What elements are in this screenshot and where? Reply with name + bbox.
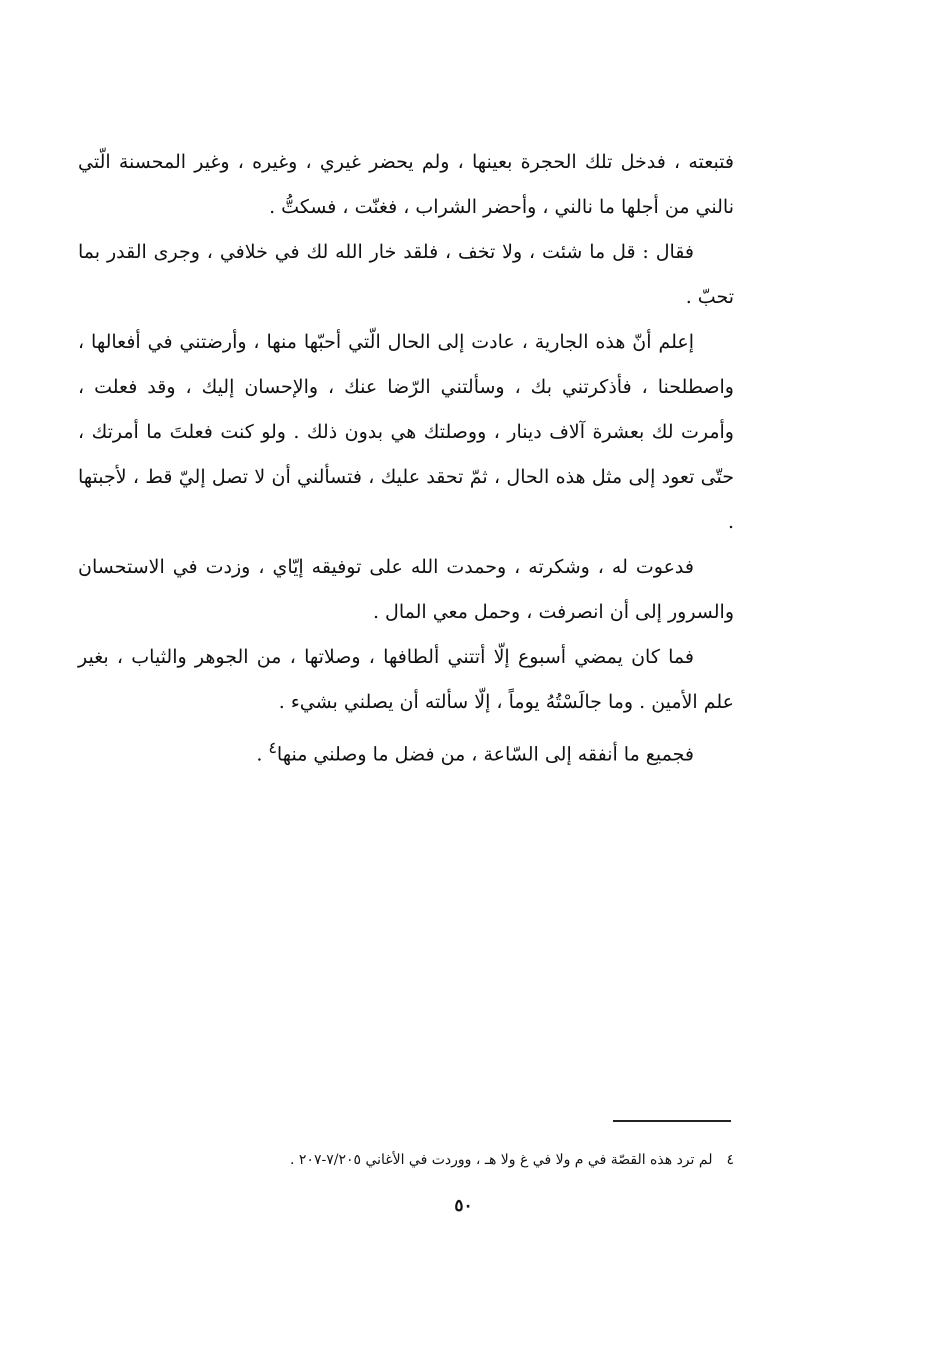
- footnote: [200, 1150, 734, 1170]
- page-number: ٥٠: [454, 1196, 473, 1216]
- paragraph-text: فجميع ما أنفقه إلى السّاعة ، من فضل ما وصلني منها: [276, 743, 694, 766]
- paragraph: فدعوت له ، وشكرته ، وحمدت الله على توفيقه إيّاي ، وزدت في الاستحسان والسرور إلى أن انصرفت ، وحمل معي المال .: [78, 556, 734, 623]
- paragraph: إعلم أنّ هذه الجارية ، عادت إلى الحال الّتي أحبّها منها ، وأرضتني في أفعالها ، واصطلحنا ، فأذكرتني بك ، وسألتني الرّضا عنك ، والإحسان إليك ، وقد فعلت ، وأمرت لك بعشرة آلاف دينار ، ووصلتك هي بدون ذلك . ولو كنت فعلتَ ما أمرتك ، حتّى تعود إلى مثل هذه الحال ، ثمّ تحقد عليك ، فتسألني أن لا تصل إليّ قط ، لأجبتها .: [78, 331, 734, 533]
- final-period: .: [256, 743, 269, 766]
- footnote-reference: ٤: [268, 738, 277, 757]
- paragraph-last: [78, 725, 734, 777]
- footnote-text: لم ترد هذه القصّة في م ولا في غ ولا هـ ، ووردت في الأغاني ٧/٢٠٥-٢٠٧ .: [290, 1152, 713, 1168]
- paragraph: فتبعته ، فدخل تلك الحجرة بعينها ، ولم يحضر غيري ، وغيره ، وغير المحسنة الّتي نالني من أجلها ما نالني ، وأحضر الشراب ، فغنّت ، فسكتُّ .: [78, 151, 734, 218]
- footnote-number: ٤: [726, 1152, 734, 1168]
- footnote-divider: [613, 1120, 731, 1122]
- paragraph: فما كان يمضي أسبوع إلّا أتتني ألطافها ، وصلاتها ، من الجوهر والثياب ، بغير علم الأمين . وما جالَسْتُهُ يوماً ، إلّا سألته أن يصلني بشيء .: [78, 646, 734, 713]
- main-text: [78, 140, 734, 777]
- paragraph: فقال : قل ما شئت ، ولا تخف ، فلقد خار الله لك في خلافي ، وجرى القدر بما تحبّ .: [78, 241, 734, 308]
